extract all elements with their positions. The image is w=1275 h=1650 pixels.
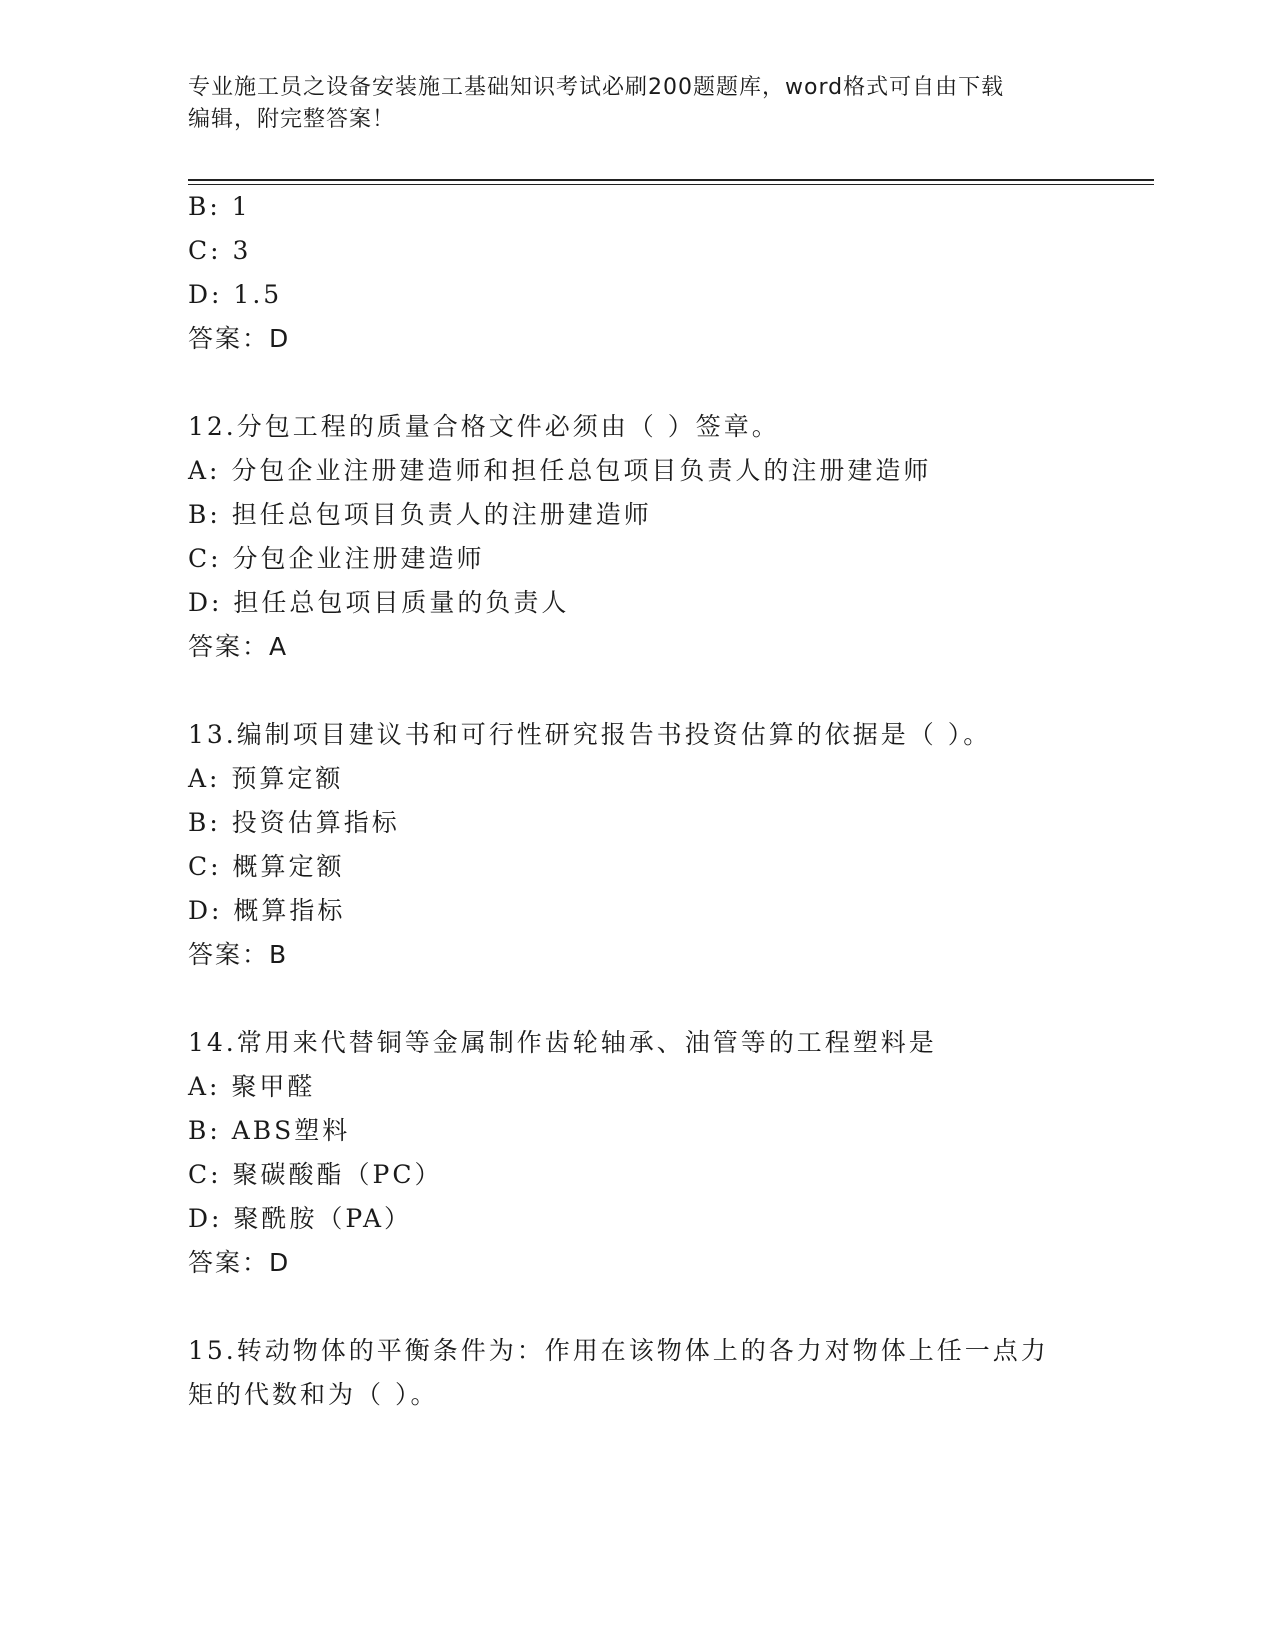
question-14-option-d: D: 聚酰胺（PA）: [188, 1204, 412, 1233]
header-title-line-2: 编辑，附完整答案！: [188, 107, 396, 132]
question-12-text: 12.分包工程的质量合格文件必须由（ ）签章。: [188, 412, 780, 441]
question-12-option-a: A: 分包企业注册建造师和担任总包项目负责人的注册建造师: [188, 456, 932, 485]
question-13-option-a: A: 预算定额: [188, 764, 344, 793]
option-d: D: 1.5: [188, 280, 283, 309]
question-14-option-b: B: ABS塑料: [188, 1116, 351, 1145]
header-title-line-1: 专业施工员之设备安装施工基础知识考试必刷200题题库，word格式可自由下载: [188, 75, 1005, 100]
question-14-answer: 答案：D: [188, 1248, 291, 1277]
option-b: B: 1: [188, 192, 251, 221]
document-header: [188, 72, 1078, 136]
question-12-option-d: D: 担任总包项目质量的负责人: [188, 588, 570, 617]
question-12-answer: 答案：A: [188, 632, 289, 661]
header-divider-thick: [188, 179, 1154, 181]
header-divider-thin: [188, 184, 1154, 185]
question-13-text: 13.编制项目建议书和可行性研究报告书投资估算的依据是（ ）。: [188, 720, 992, 749]
answer-label: 答案：D: [188, 324, 291, 353]
question-13-option-b: B: 投资估算指标: [188, 808, 400, 837]
option-c: C: 3: [188, 236, 252, 265]
question-15-text-line-2: 矩的代数和为（ ）。: [188, 1380, 439, 1409]
question-12-option-c: C: 分包企业注册建造师: [188, 544, 485, 573]
question-12-option-b: B: 担任总包项目负责人的注册建造师: [188, 500, 652, 529]
question-14-text: 14.常用来代替铜等金属制作齿轮轴承、油管等的工程塑料是: [188, 1028, 937, 1057]
question-14-option-c: C: 聚碳酸酯（PC）: [188, 1160, 443, 1189]
question-13-option-d: D: 概算指标: [188, 896, 346, 925]
question-15-text-line-1: 15.转动物体的平衡条件为：作用在该物体上的各力对物体上任一点力: [188, 1336, 1049, 1365]
question-13-option-c: C: 概算定额: [188, 852, 345, 881]
question-14-option-a: A: 聚甲醛: [188, 1072, 316, 1101]
question-13-answer: 答案：B: [188, 940, 289, 969]
